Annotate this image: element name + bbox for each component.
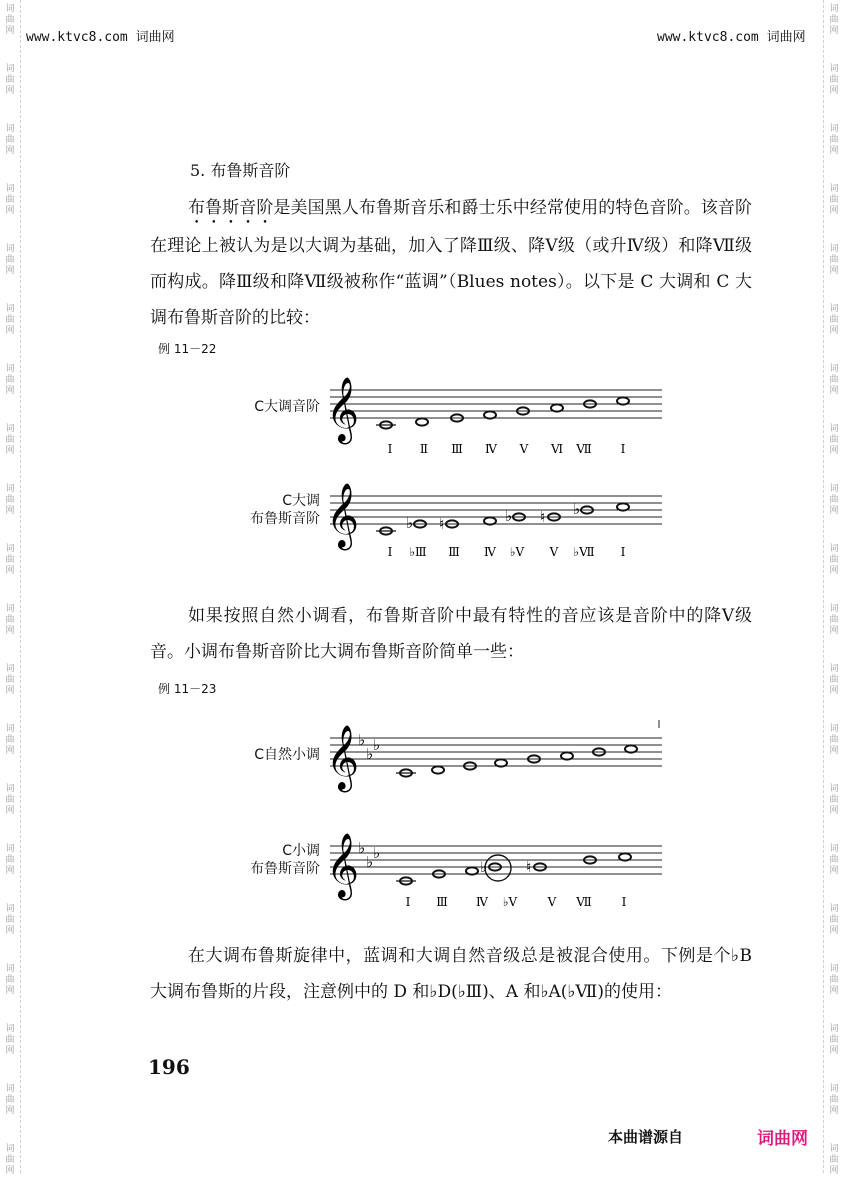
side-watermark-text: 词 曲 网 — [829, 844, 839, 876]
staff-4-label-line-2: 布鲁斯音阶 — [250, 861, 320, 877]
paragraph-2: 如果按照自然小调看，布鲁斯音阶中最有特性的音应该是音阶中的降Ⅴ级音。小调布鲁斯音阶比大调布鲁斯音阶简单一些： — [150, 606, 752, 662]
note — [416, 418, 428, 425]
side-watermark-text: 词 曲 网 — [829, 364, 839, 396]
staff-4-label — [210, 842, 320, 878]
side-watermark-text: 词 曲 网 — [5, 364, 15, 396]
side-watermark-text: 词 曲 网 — [5, 64, 15, 96]
side-watermark-text: 词 曲 网 — [829, 1084, 839, 1116]
degree-label: Ⅲ — [436, 895, 448, 909]
degree-label: Ⅳ — [476, 895, 488, 909]
flat-icon: ♭ — [358, 731, 366, 749]
side-watermark-text: 词 曲 网 — [829, 544, 839, 576]
key-signature — [358, 731, 380, 763]
notes — [396, 745, 637, 776]
staff-1-label: C大调音阶 — [254, 399, 320, 415]
flat-icon: ♭ — [358, 839, 366, 857]
footer-logo[interactable]: 词曲网 — [757, 1129, 808, 1149]
example-label-2: 例 11－23 — [158, 682, 217, 696]
side-watermark-text: 词 曲 网 — [829, 604, 839, 636]
section-title: 5. 布鲁斯音阶 — [190, 161, 291, 180]
side-watermark-text: 词 曲 网 — [829, 484, 839, 516]
degree-labels — [406, 895, 627, 909]
side-watermark-text: 词 曲 网 — [829, 124, 839, 156]
treble-clef-icon: 𝄞 — [326, 483, 360, 548]
site-watermark-left[interactable]: www.ktvc8.com 词曲网 — [26, 30, 175, 45]
degree-label: Ⅴ — [519, 442, 529, 456]
example-label-1: 例 11－22 — [158, 342, 217, 356]
side-watermark-text: 词 曲 网 — [5, 724, 15, 756]
staff-3 — [322, 718, 667, 798]
degree-label: Ⅵ — [550, 442, 564, 456]
paragraph-3: 在大调布鲁斯旋律中，蓝调和大调自然音级总是被混合使用。下例是个♭B 大调布鲁斯的片段，注意例中的 D 和♭D(♭Ⅲ)、A 和♭A(♭Ⅶ)的使用： — [150, 946, 752, 1002]
staff-4 — [322, 826, 667, 916]
side-watermark-text: 词 曲 网 — [5, 1144, 15, 1176]
staff-2-label — [210, 492, 320, 528]
degree-label: ♭Ⅲ — [409, 545, 427, 559]
side-watermark-text: 词 曲 网 — [5, 1024, 15, 1056]
key-signature — [358, 839, 380, 871]
staff-2-label-line-1: C大调 — [282, 493, 320, 509]
flat-icon: ♭ — [573, 500, 581, 518]
side-watermark-text: 词 曲 网 — [829, 1024, 839, 1056]
footer-source-text: 本曲谱源自 — [608, 1128, 684, 1146]
side-watermark-text: 词 曲 网 — [5, 244, 15, 276]
degree-label: Ⅶ — [576, 442, 592, 456]
paragraph-1-text: 是美国黑人布鲁斯音乐和爵士乐中经常使用的特色音阶。该音阶在理论上被认为是以大调为基础，加入了降Ⅲ级、降Ⅴ级（或升Ⅳ级）和降Ⅶ级而构成。降Ⅲ级和降Ⅶ级被称作“蓝调”（Blues notes）。以下是 C 大调和 C 大调布鲁斯音阶的比较： — [150, 198, 752, 328]
degree-label: Ⅰ — [620, 545, 626, 559]
note — [432, 766, 444, 773]
paragraph-1 — [150, 190, 752, 336]
staff-1 — [322, 370, 667, 460]
degree-label: Ⅴ — [549, 545, 559, 559]
side-watermark-text: 词 曲 网 — [829, 184, 839, 216]
notes — [396, 853, 631, 884]
notes — [376, 397, 629, 428]
notes — [376, 503, 629, 534]
side-watermark-text: 词 曲 网 — [5, 484, 15, 516]
flat-icon: ♭ — [366, 853, 374, 871]
degree-label: Ⅱ — [419, 442, 429, 456]
degree-label: Ⅰ — [387, 545, 393, 559]
treble-clef-icon: 𝄞 — [326, 833, 360, 898]
side-watermark-text: 词 曲 网 — [5, 184, 15, 216]
degree-label: ♭Ⅶ — [573, 545, 595, 559]
flat-icon: ♭ — [406, 514, 414, 532]
side-watermark-text: 词 曲 网 — [829, 424, 839, 456]
degree-label: Ⅶ — [576, 895, 592, 909]
flat-icon: ♭ — [505, 507, 513, 525]
side-watermark-text: 词 曲 网 — [829, 1144, 839, 1176]
flat-icon: ♭ — [480, 858, 488, 876]
staff-2-label-line-2: 布鲁斯音阶 — [250, 511, 320, 527]
treble-clef-icon: 𝄞 — [326, 377, 360, 442]
page-number: 196 — [148, 1055, 190, 1079]
degree-label: Ⅰ — [621, 895, 627, 909]
side-watermark-text: 词 曲 网 — [5, 604, 15, 636]
degree-label: Ⅰ — [387, 442, 393, 456]
side-watermark-text: 词 曲 网 — [5, 664, 15, 696]
side-watermark-text: 词 曲 网 — [829, 244, 839, 276]
degree-label: ♭Ⅴ — [509, 545, 525, 559]
degree-label: Ⅲ — [451, 442, 463, 456]
degree-label: Ⅰ — [620, 442, 626, 456]
degree-labels — [388, 442, 626, 456]
side-watermark-text: 词 曲 网 — [829, 64, 839, 96]
side-watermark-text: 词 曲 网 — [5, 304, 15, 336]
degree-label: Ⅰ — [405, 895, 411, 909]
left-watermark-strip — [0, 0, 21, 1176]
natural-icon: ♮ — [439, 515, 445, 533]
side-watermark-text: 词 曲 网 — [829, 4, 839, 36]
degree-label: ♭Ⅴ — [502, 895, 518, 909]
staff-3-label: C自然小调 — [254, 747, 320, 763]
side-watermark-text: 词 曲 网 — [829, 964, 839, 996]
side-watermark-text: 词 曲 网 — [5, 424, 15, 456]
site-watermark-right[interactable]: www.ktvc8.com 词曲网 — [657, 30, 806, 45]
side-watermark-text: 词 曲 网 — [5, 904, 15, 936]
degree-labels — [388, 545, 626, 559]
degree-label: Ⅳ — [484, 545, 496, 559]
right-watermark-strip — [823, 0, 844, 1176]
emphasized-term: 布鲁斯音阶 — [188, 198, 274, 218]
flat-icon: ♭ — [366, 745, 374, 763]
side-watermark-text: 词 曲 网 — [829, 784, 839, 816]
staff-2 — [322, 476, 667, 566]
treble-clef-icon: 𝄞 — [326, 725, 360, 790]
side-watermark-text: 词 曲 网 — [829, 904, 839, 936]
side-watermark-text: 词 曲 网 — [5, 4, 15, 36]
flat-icon: ♭ — [373, 844, 381, 862]
side-watermark-text: 词 曲 网 — [829, 724, 839, 756]
side-watermark-text: 词 曲 网 — [5, 784, 15, 816]
natural-icon: ♮ — [526, 858, 532, 876]
side-watermark-text: 词 曲 网 — [5, 964, 15, 996]
side-watermark-text: 词 曲 网 — [829, 664, 839, 696]
side-watermark-text: 词 曲 网 — [5, 544, 15, 576]
degree-label: Ⅲ — [448, 545, 460, 559]
natural-icon: ♮ — [540, 508, 546, 526]
side-watermark-text: 词 曲 网 — [829, 304, 839, 336]
side-watermark-text: 词 曲 网 — [5, 844, 15, 876]
staff-4-label-line-1: C小调 — [282, 843, 320, 859]
flat-icon: ♭ — [373, 736, 381, 754]
side-watermark-text: 词 曲 网 — [5, 124, 15, 156]
degree-label: Ⅳ — [485, 442, 497, 456]
side-watermark-text: 词 曲 网 — [5, 1084, 15, 1116]
degree-label: Ⅴ — [547, 895, 557, 909]
